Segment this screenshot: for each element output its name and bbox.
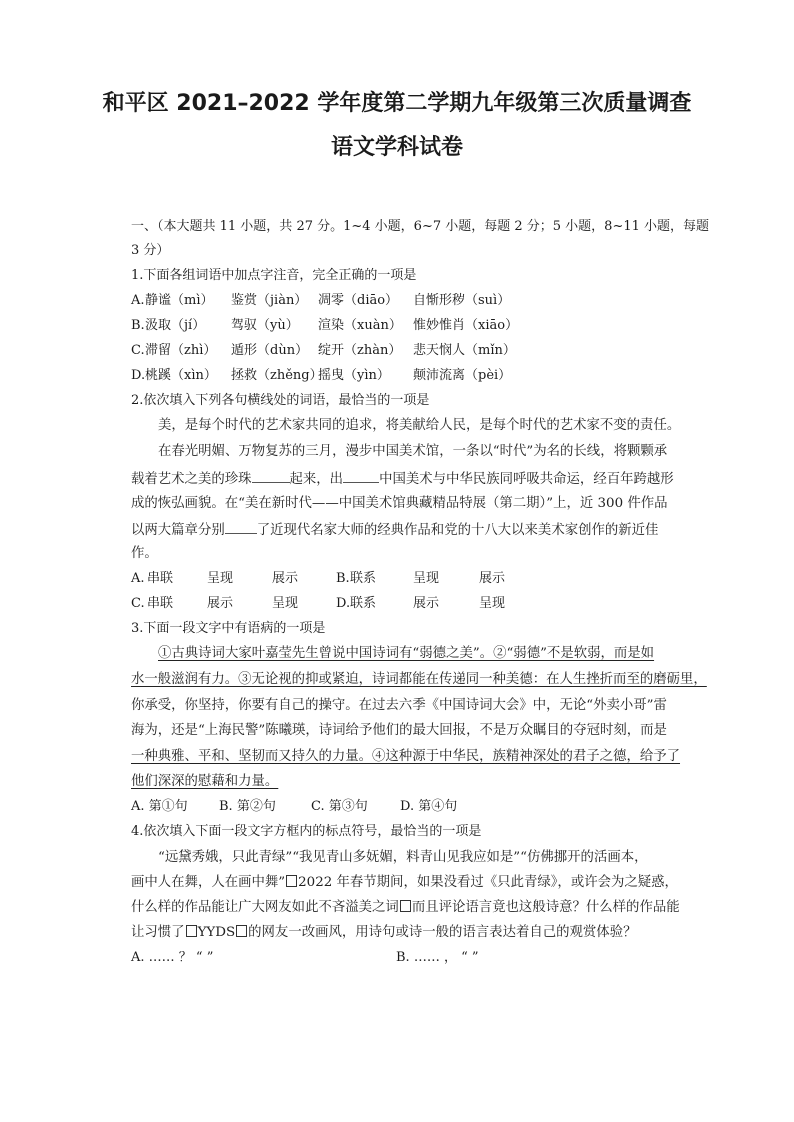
option-word: 展示 [207, 596, 234, 611]
option-item: 鉴赏（jiàn） [231, 293, 308, 308]
question-3-option-b: B. 第②句 [219, 799, 276, 814]
option-word: 展示 [479, 571, 506, 586]
option-item: 颠沛流离（pèi） [413, 368, 512, 383]
option-item: 桃蹊（xìn） [145, 368, 217, 383]
option-item: 遁形（dùn） [231, 343, 309, 358]
option-word: 呈现 [413, 571, 440, 586]
passage-line [131, 925, 636, 941]
option-item: 滞留（zhì） [145, 343, 217, 358]
page-title: 和平区 2021–2022 学年度第二学期九年级第三次质量调查 [102, 91, 692, 116]
passage-line [131, 875, 678, 891]
question-3-option-c: C. 第③句 [311, 799, 368, 814]
passage-segment: YYDS [197, 925, 236, 940]
passage-line: “远黛秀娥，只此青绿”“我见青山多妩媚，料青山见我应如是”“仿佛挪开的活画本， [158, 850, 648, 865]
option-label: A. [131, 293, 145, 308]
option-item: 自惭形秽（suì） [413, 293, 511, 308]
punctuation-box [400, 900, 411, 912]
passage-line: 海为，还是“上海民警”陈曦瑛，诗词给予他们的最大回报，不是万众瞩目的夺冠时刻，而是 [131, 723, 667, 738]
question-4-option-a: A. …… ？ “ ” [131, 950, 214, 965]
option-item: 凋零（diāo） [318, 293, 399, 308]
fill-blank-3 [225, 521, 257, 534]
option-label: D. [336, 596, 351, 611]
option-item: 静谧（mì） [145, 293, 214, 308]
passage-line: 作。 [131, 546, 158, 561]
option-label: A. [131, 571, 145, 586]
option-word: 呈现 [207, 571, 234, 586]
option-word: 展示 [413, 596, 440, 611]
passage-line: 一种典雅、平和、坚韧而又持久的力量。④这种源于中华民，族精神深处的君子之德，给予了 [131, 749, 681, 764]
passage-segment: 的网友一改画风，用诗句或诗一般的语言表达着自己的观赏体验？ [248, 925, 637, 940]
passage-line [131, 900, 680, 916]
passage-segment: 载着艺术之美的珍珠 [131, 472, 252, 487]
question-4-option-b: B. …… ， “ ” [396, 950, 479, 965]
option-word: 联系 [350, 571, 377, 586]
question-2-stem: 2.依次填入下列各句横线处的词语，最恰当的一项是 [131, 393, 430, 408]
passage-segment: 让习惯了 [131, 925, 185, 940]
passage-line [131, 470, 674, 488]
passage-line: 他们深深的慰藉和力量。 [131, 774, 279, 789]
section-intro-cont: 3 分） [131, 243, 170, 258]
option-item: 惟妙惟肖（xiāo） [413, 318, 519, 333]
option-word: 联系 [350, 596, 377, 611]
fill-blank-1 [252, 470, 290, 483]
option-item: 摇曳（yìn） [318, 368, 390, 383]
option-word: 串联 [147, 571, 174, 586]
passage-segment: 而且评论语言竟也这般诗意？什么样的作品能 [411, 900, 680, 915]
passage-line: ①古典诗词大家叶嘉莹先生曾说中国诗词有“弱德之美”。②“弱德”不是软弱，而是如 [158, 646, 655, 661]
section-intro: 一、（本大题共 11 小题，共 27 分。1~4 小题，6~7 小题，每题 2 分；5 小题，8~11 小题，每题 [131, 219, 710, 234]
punctuation-box [236, 925, 247, 937]
question-3-stem: 3.下面一段文字中有语病的一项是 [131, 621, 326, 636]
question-3-option-d: D. 第④句 [400, 799, 458, 814]
option-word: 展示 [272, 571, 299, 586]
option-word: 呈现 [272, 596, 299, 611]
passage-line: 你承受，你坚持，你要有自己的操守。在过去六季《中国诗词大会》中，无论“外卖小哥”雷 [131, 698, 667, 713]
passage-segment: 什么样的作品能让广大网友如此不吝溢美之词 [131, 900, 399, 915]
page-subtitle: 语文学科试卷 [330, 135, 463, 160]
punctuation-box [286, 875, 297, 887]
option-word: 串联 [147, 596, 174, 611]
passage-line: 成的恢弘画貌。在“美在新时代——中国美术馆典藏精品特展（第二期）”上，近 300 件作品 [131, 496, 668, 511]
passage-segment: 画中人在舞，人在画中舞” [131, 875, 286, 890]
fill-blank-2 [343, 470, 379, 483]
passage-line: 在春光明媚、万物复苏的三月，漫步中国美术馆，一条以“时代”为名的长线，将颗颗承 [158, 444, 668, 459]
option-item: 驾驭（yù） [231, 318, 299, 333]
question-4-stem: 4.依次填入下面一段文字方框内的标点符号，最恰当的一项是 [131, 824, 482, 839]
option-item: 拯救（zhěng） [231, 368, 323, 383]
punctuation-box [186, 925, 197, 937]
passage-line: 水一般滋润有力。③无论视的抑或紧迫，诗词都能在传递同一种美德：在人生挫折而至的磨砺里， [131, 672, 707, 687]
option-item: 汲取（jí） [145, 318, 206, 333]
question-3-option-a: A. 第①句 [131, 799, 188, 814]
option-word: 呈现 [479, 596, 506, 611]
passage-segment: 2022 年春节期间，如果没看过《只此青绿》，或许会为之疑惑， [298, 875, 678, 890]
option-label: C. [131, 596, 145, 611]
option-label: B. [336, 571, 350, 586]
option-item: 渲染（xuàn） [318, 318, 402, 333]
question-1-stem: 1.下面各组词语中加点字注音，完全正确的一项是 [131, 268, 417, 283]
passage-line: 美，是每个时代的艺术家共同的追求，将美献给人民，是每个时代的艺术家不变的责任。 [158, 418, 681, 433]
passage-segment: 以两大篇章分别 [131, 523, 225, 538]
option-item: 悲天悯人（mǐn） [413, 343, 516, 358]
passage-segment: 了近现代名家大师的经典作品和党的十八大以来美术家创作的新近佳 [256, 523, 659, 538]
passage-line [131, 521, 658, 539]
passage-segment: 起来，出 [289, 472, 344, 487]
option-item: 绽开（zhàn） [318, 343, 402, 358]
passage-segment: 中国美术与中华民族同呼吸共命运，经百年跨越形 [379, 472, 674, 487]
option-label: D. [131, 368, 146, 383]
option-label: C. [131, 343, 145, 358]
option-label: B. [131, 318, 145, 333]
